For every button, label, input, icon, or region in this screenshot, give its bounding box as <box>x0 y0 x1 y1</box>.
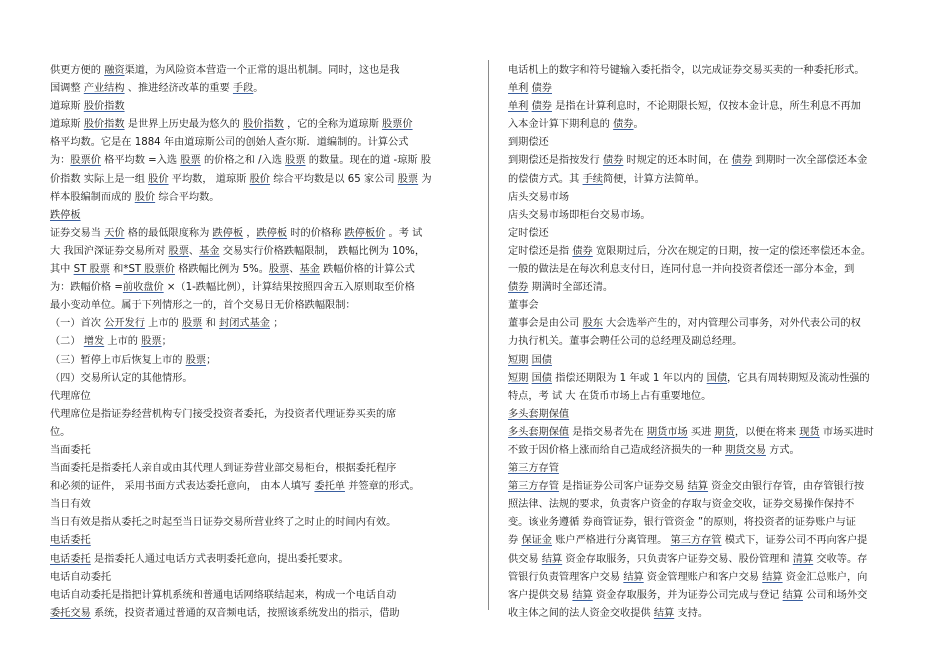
left-text-line: 道琼斯 股价指数 是世界上历史最为悠久的 股价指数 ，它的全称为道琼斯 股票价 <box>50 119 413 131</box>
term-link[interactable]: ST 股票 <box>73 264 110 276</box>
term-link[interactable]: 债券 <box>613 119 634 131</box>
term-link[interactable]: 股价指数 <box>83 119 125 131</box>
column-divider <box>488 60 489 610</box>
right-text-line: 定时偿还 <box>508 227 549 239</box>
left-text-line: 当日有效 <box>50 499 91 511</box>
left-text-line: （三）暂停上市后恢复上市的 股票； <box>50 354 217 366</box>
right-text-line <box>508 406 920 424</box>
left-text-line: 格平均数。它是在 1884 年由道琼斯公司的创始人查尔斯．道编制的。计算公式 <box>50 137 409 149</box>
term-link[interactable]: 结算 <box>541 553 563 565</box>
term-link[interactable]: 股价 <box>148 173 169 185</box>
right-text-line: 变。该业务遵循 券商管证券，银行管资金 ”的原则，将投资者的证券账户与证 <box>508 517 856 529</box>
right-text-line: 单利 债券 是指在计算利息时，不论期限长短，仅按本金计息，所生利息不再加 <box>508 101 861 113</box>
term-link[interactable]: 短期 <box>508 354 529 366</box>
right-text-line: 客户提供交易 结算 资金存取服务，并为证券公司完成与登记 结算 公司和场外交 <box>508 589 868 601</box>
term-link[interactable]: 第三方存管 <box>670 535 722 547</box>
term-link[interactable]: 期货市场 <box>646 426 688 438</box>
term-link[interactable]: 公开发行 <box>104 318 145 330</box>
right-text-line: 多头套期保值 是指交易者先在 期货市场 买进 期货，以便在将来 现货 市场买进时 <box>508 426 874 438</box>
left-text-line: 道琼斯 股价指数 <box>50 101 125 113</box>
term-link[interactable]: 股价 <box>134 191 156 203</box>
right-text-line: 定时偿还是指 债券 宽限期过后，分次在规定的日期，按一定的偿还率偿还本金。 <box>508 245 872 257</box>
right-text-line: 入本金计算下期利息的 债券。 <box>508 119 644 131</box>
right-text-line: 照法律、法规的要求，负责客户资金的存取与资金交收，证券交易操作保持不 <box>508 499 855 511</box>
left-text-line: （一）首次 公开发行 上市的 股票 和 封闭式基金 ； <box>50 318 284 330</box>
term-link[interactable]: 股票 <box>168 245 189 257</box>
term-link[interactable]: 股票 <box>180 155 201 167</box>
term-link[interactable]: 跌停板 <box>256 227 288 239</box>
left-text-line <box>50 532 470 550</box>
right-text-line: 短期 国债 指偿还期限为 1 年或 1 年以内的 国债，它具有周转期短及流动性强的 <box>508 372 870 384</box>
right-text-line: 一般的做法是在每次利息支付日，连同付息一并向投资者偿还一部分本金，到 <box>508 264 855 276</box>
term-link[interactable]: 结算 <box>687 481 709 493</box>
right-column <box>508 62 920 623</box>
term-link[interactable]: 股票价 <box>70 155 101 167</box>
left-text-line: 代理席位是指证券经营机构专门接受投资者委托，为投资者代理证券买卖的席 <box>50 408 397 420</box>
right-text-line: 到期偿还 <box>508 137 549 149</box>
left-text-line: 当面委托是指委托人亲自或由其代理人到证券营业部交易柜台，根据委托程序 <box>50 463 397 475</box>
left-text-line: 为：跌幅价格 =前收盘价 ×（1-跌幅比例），计算结果按照四舍五入原则取至价格 <box>50 282 415 294</box>
left-text-line: 电话自动委托是指把计算机系统和普通电话网络联结起来，构成一个电话自动 <box>50 589 397 601</box>
term-link[interactable]: 电话委托 <box>50 553 91 565</box>
left-text-line: 电话委托 是指委托人通过电话方式表明委托意向，提出委托要求。 <box>50 553 349 565</box>
term-link[interactable]: 债券 <box>531 83 552 95</box>
term-link[interactable]: 第三方存管 <box>508 481 559 493</box>
term-link[interactable]: 基金 <box>299 264 320 276</box>
term-link[interactable]: 封闭式基金 <box>219 318 270 330</box>
term-link[interactable]: 现货 <box>799 426 820 438</box>
right-text-line: 电话机上的数字和符号键输入委托指令，以完成证券交易买卖的一种委托形式。 <box>508 65 865 76</box>
right-text-line: 的偿债方式。其 手续简便，计算方法简单。 <box>508 173 705 185</box>
term-link[interactable]: 单利 <box>508 83 529 95</box>
term-link[interactable]: 第三方存管 <box>508 463 559 475</box>
term-link[interactable]: 股票 <box>268 264 290 276</box>
left-text-line: 证券交易当 天价 格的最低限度称为 跌停板 ，跌停板 时的价格称 跌停板价 。考 试 <box>50 227 423 239</box>
term-link[interactable]: 债券 <box>731 155 753 167</box>
term-link[interactable]: 国债 <box>531 354 552 366</box>
left-text-line <box>50 207 470 225</box>
right-text-line: 特点，考 试 大 在货币市场上占有重要地位。 <box>508 390 712 402</box>
term-link[interactable]: 结算 <box>762 571 783 583</box>
term-link[interactable]: 股票 <box>181 318 203 330</box>
term-link[interactable]: 结算 <box>623 571 644 583</box>
term-link[interactable]: 跌停板 <box>50 209 81 221</box>
left-text-line: 委托交易 系统，投资者通过普通的双音频电话，按照该系统发出的指示，借助 <box>50 607 400 619</box>
left-text-line: 其中 ST 股票 和*ST 股票价 格跌幅比例为 5%。股票、基金 跌幅价格的计算公式 <box>50 264 415 276</box>
term-link[interactable]: 债券 <box>602 155 624 167</box>
right-text-line: 店头交易市场 <box>508 191 570 203</box>
left-text-line: 当面委托 <box>50 444 91 456</box>
left-text-line: 和必须的证件， 采用书面方式表达委托意向， 由本人填写 委托单 并签章的形式。 <box>50 481 420 493</box>
term-link[interactable]: 股票 <box>185 354 207 366</box>
term-link[interactable]: 单利 <box>508 101 529 113</box>
term-link[interactable]: 股价 <box>249 173 270 185</box>
term-link[interactable]: 电话委托 <box>50 535 91 547</box>
term-link[interactable]: 结算 <box>782 589 803 601</box>
right-text-line: 力执行机关。董事会聘任公司的总经理及副总经理。 <box>508 336 743 348</box>
right-text-line: 券 保证金 账户严格进行分离管理。 第三方存管 模式下，证券公司不再向客户提 <box>508 535 868 547</box>
term-link[interactable]: 短期 <box>508 372 529 384</box>
term-link[interactable]: 结算 <box>572 589 593 601</box>
term-link[interactable]: 国债 <box>531 372 552 384</box>
term-link[interactable]: 股票 <box>285 155 306 167</box>
term-link[interactable]: 增发 <box>83 336 105 348</box>
right-text-line: 董事会是由公司 股东 大会选举产生的，对内管理公司事务，对外代表公司的权 <box>508 318 861 330</box>
term-link[interactable]: 股东 <box>582 318 603 330</box>
right-text-line: 董事会 <box>508 300 539 312</box>
term-link[interactable]: 手续 <box>582 173 603 185</box>
left-column <box>50 62 470 623</box>
term-link[interactable]: 委托交易 <box>50 607 91 619</box>
term-link[interactable]: 多头套期保值 <box>508 408 570 420</box>
left-text-line: 为：股票价 格平均数 =入选 股票 的价格之和 /入选 股票 的数量。现在的道 -琼斯 股 <box>50 155 431 167</box>
term-link[interactable]: 融资 <box>104 65 125 76</box>
term-link[interactable]: 手段 <box>232 83 254 95</box>
term-link[interactable]: 天价 <box>104 227 125 239</box>
left-text-line: 当日有效是指从委托之时起至当日证券交易所营业终了之时止的时间内有效。 <box>50 517 397 529</box>
term-link[interactable]: 结算 <box>653 607 675 619</box>
right-text-line <box>508 460 920 478</box>
right-text-line: 供交易 结算 资金存取服务，只负责客户证券交易、股份管理和 清算 交收等。存 <box>508 553 868 565</box>
left-text-line: 最小变动单位。属于下列情形之一的，首个交易日无价格跌幅限制： <box>50 300 356 312</box>
term-link[interactable]: 股票 <box>397 173 419 185</box>
term-link[interactable]: 委托单 <box>314 481 345 493</box>
right-text-line: 到期偿还是指按发行 债券 时规定的还本时间，在 债券 到期时一次全部偿还本金 <box>508 155 868 167</box>
term-link[interactable]: 股价指数 <box>243 119 284 131</box>
right-text-line <box>508 352 920 370</box>
term-link[interactable]: 债券 <box>508 282 529 294</box>
left-text-line: 供更方便的 融资渠道，为风险资本营造一个正常的退出机制。同时，这也是我 <box>50 65 400 76</box>
term-link[interactable]: 股票 <box>141 336 162 348</box>
term-link[interactable]: 债券 <box>531 101 552 113</box>
term-link[interactable]: 产业结构 <box>83 83 125 95</box>
term-link[interactable]: 跌停板 <box>212 227 244 239</box>
term-link[interactable]: 跌停板价 <box>344 227 386 239</box>
term-link[interactable]: 保证金 <box>521 535 552 547</box>
left-text-line: 位。 <box>50 426 71 438</box>
right-text-line: 不致于因价格上涨而给自己造成经济损失的一种 期货交易 方式。 <box>508 444 800 456</box>
term-link[interactable]: 期货交易 <box>725 444 766 456</box>
term-link[interactable]: 债券 <box>572 245 593 257</box>
term-link[interactable]: 多头套期保值 <box>508 426 570 438</box>
term-link[interactable]: 股票价 <box>382 119 413 131</box>
term-link[interactable]: 前收盘价 <box>122 282 164 294</box>
right-text-line: 债券 期满时全部还清。 <box>508 282 614 294</box>
term-link[interactable]: 清算 <box>792 553 814 565</box>
left-text-line: 电话自动委托 <box>50 571 112 583</box>
left-text-line: 代理席位 <box>50 390 91 402</box>
right-text-line: 收主体之间的法人资金交收提供 结算 支持。 <box>508 607 709 619</box>
left-text-line: （四）交易所认定的其他情形。 <box>50 372 193 384</box>
right-text-line: 管银行负责管理客户交易 结算 资金管理账户和客户交易 结算 资金汇总账户，向 <box>508 571 868 583</box>
term-link[interactable]: 基金 <box>199 245 220 257</box>
right-text-line <box>508 80 920 98</box>
left-text-line: （二） 增发 上市的 股票； <box>50 336 172 348</box>
left-text-line: 大 我国沪深证券交易所对 股票、基金 交易实行价格跌幅限制， 跌幅比例为 10%， <box>50 245 426 257</box>
right-text-line: 第三方存管 是指证券公司客户证券交易 结算 资金交由银行存管，由存管银行按 <box>508 481 865 493</box>
left-text-line: 国调整 产业结构 、推进经济改革的重要 手段。 <box>50 83 264 95</box>
left-text-line: 样本股编制而成的 股价 综合平均数。 <box>50 191 220 203</box>
term-link[interactable]: *ST 股票价 <box>123 264 175 276</box>
term-link[interactable]: 股价指数 <box>83 101 125 113</box>
term-link[interactable]: 期货 <box>714 426 735 438</box>
term-link[interactable]: 国债 <box>706 372 728 384</box>
right-text-line: 店头交易市场即柜台交易市场。 <box>508 209 651 221</box>
left-text-line: 价指数 实际上是一组 股价 平均数， 道琼斯 股价 综合平均数是以 65 家公司 股票 为 <box>50 173 432 185</box>
